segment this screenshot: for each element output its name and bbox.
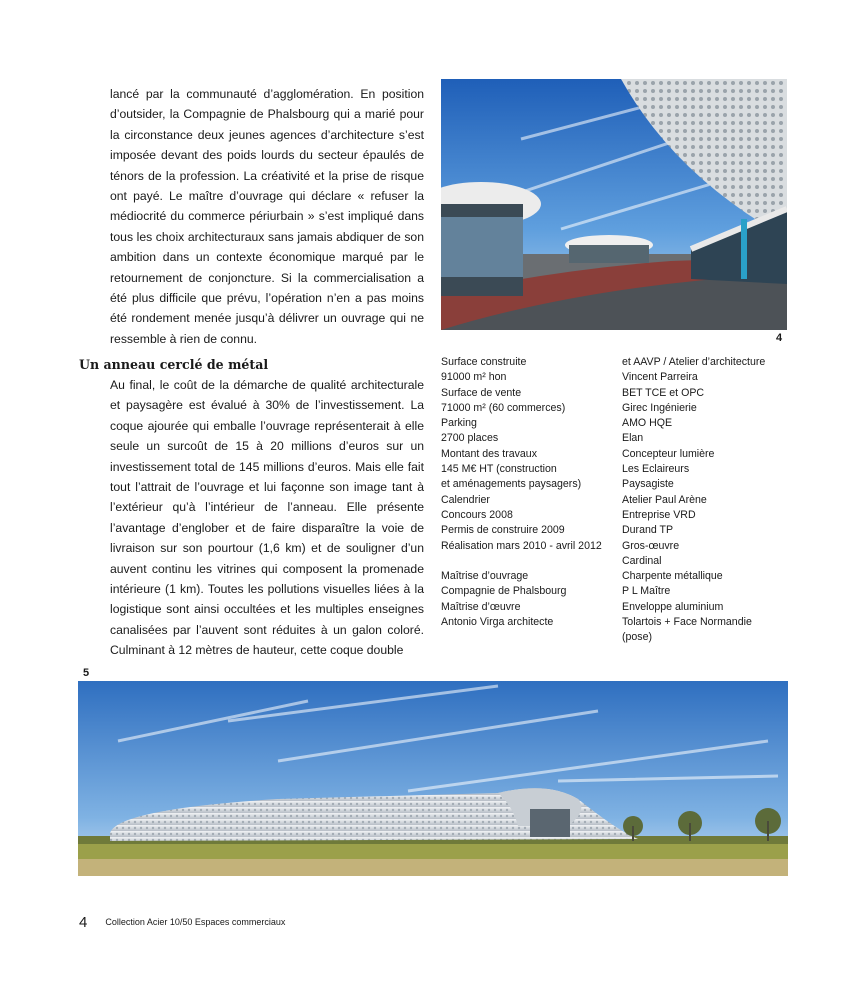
- credit-line: 71000 m² (60 commerces): [441, 401, 566, 414]
- credit-line: Concepteur lumière: [622, 447, 715, 460]
- credit-line: P L Maître: [622, 585, 671, 598]
- credit-line: Gros-œuvre: [622, 539, 680, 552]
- photo-interior-promenade: [441, 79, 787, 330]
- credit-line: Surface construite: [441, 356, 527, 368]
- credit-spacer: [441, 554, 611, 569]
- credit-line: et aménagements paysagers): [441, 478, 582, 491]
- credit-line: Enveloppe aluminium: [622, 600, 724, 613]
- credit-line: Réalisation mars 2010 - avril 2012: [441, 539, 602, 552]
- credit-line: Elan: [622, 432, 644, 445]
- credits-right-column: [622, 355, 802, 646]
- page-number: 4: [79, 914, 88, 931]
- interior-promenade-image: [441, 79, 787, 330]
- photo-panorama: [78, 681, 788, 876]
- credit-line: (pose): [622, 631, 653, 644]
- credit-line: Entreprise VRD: [622, 508, 696, 521]
- credit-line: Permis de construire 2009: [441, 524, 565, 537]
- credits-left-column: [441, 355, 611, 630]
- credit-line: Durand TP: [622, 524, 674, 537]
- credit-line: BET TCE et OPC: [622, 386, 705, 399]
- credit-line: AMO HQE: [622, 417, 673, 430]
- credit-line: Calendrier: [441, 493, 490, 506]
- credit-line: Girec Ingénierie: [622, 401, 697, 414]
- page-footer: [79, 914, 285, 931]
- figure-5-number: 5: [83, 667, 90, 679]
- credit-line: Compagnie de Phalsbourg: [441, 585, 567, 598]
- credit-line: Les Eclaireurs: [622, 463, 690, 476]
- figure-4-number: 4: [776, 332, 783, 344]
- credit-line: 145 M€ HT (construction: [441, 463, 557, 476]
- intro-paragraph: [110, 84, 424, 349]
- credit-line: Surface de vente: [441, 386, 522, 399]
- credit-line: Cardinal: [622, 554, 662, 567]
- section-paragraph: [110, 375, 424, 661]
- credit-line: Charpente métallique: [622, 570, 723, 583]
- section-heading: Un anneau cerclé de métal: [79, 357, 269, 372]
- credit-line: et AAVP / Atelier d’architecture: [622, 356, 766, 368]
- credit-line: Tolartois + Face Normandie: [622, 616, 752, 629]
- section-paragraph-text: Au final, le coût de la démarche de qualité architecturale et paysagère est évalué à 30% de l’investissement. La coque ajourée qui emballe l’ouvrage représenterait à elle seule un surcoût de 15 à 20 millions d’euros sur un investissement total de 145 millions d’euros. Mais elle fait tout l’attrait de l’ouvrage et lui façonne son image tant à l’extérieur qu’à l’intérieur de l’anneau. Elle présente l’avantage d’englober et de faire disparaître la voie de livraison sur son pourtour (1,6 km) et de souligner d’un auvent continu les vitrines qui composent la promenade intérieure (1 km). Toutes les pollutions visuelles liées à la logistique sont ainsi occultées et les multiples enseignes canalisées par l’auvent sont réduites à un galon coloré. Culminant à 12 mètres de hauteur, cette coque double: [110, 378, 424, 658]
- panorama-image: [78, 681, 788, 876]
- credit-line: Maîtrise d’œuvre: [441, 600, 521, 613]
- intro-paragraph-text: lancé par la communauté d’agglomération. En position d’outsider, la Compagnie de Phalsbourg qui a marié pour la circonstance deux jeunes agences d’architecture s’est imposée devant des poids lourds du secteur épaulés de ténors de la profession. La créativité et la prise de risque ont payé. Le maître d’ouvrage qui déclare « refuser la médiocrité du commerce périurbain » s’est impliqué dans tous les choix architecturaux sans jamais abdiquer de son ambition dans un contexte économique marqué par le retournement de conjoncture. Si la commercialisation a été plus difficile que prévu, l’opération n’en a pas moins été rondement menée jusqu’à délivrer un ouvrage qui ne ressemble à rien de connu.: [110, 87, 424, 346]
- credit-line: Montant des travaux: [441, 447, 537, 460]
- credit-line: Paysagiste: [622, 478, 674, 491]
- credit-line: Concours 2008: [441, 508, 513, 521]
- credit-line: 2700 places: [441, 432, 499, 445]
- credit-line: Atelier Paul Arène: [622, 493, 707, 506]
- credit-line: Antonio Virga architecte: [441, 616, 554, 629]
- credit-line: Vincent Parreira: [622, 371, 698, 384]
- collection-title: Collection Acier 10/50 Espaces commerciaux: [105, 917, 286, 927]
- credit-line: Parking: [441, 417, 477, 430]
- credit-line: 91000 m² hon: [441, 371, 507, 384]
- credit-line: Maîtrise d’ouvrage: [441, 570, 529, 583]
